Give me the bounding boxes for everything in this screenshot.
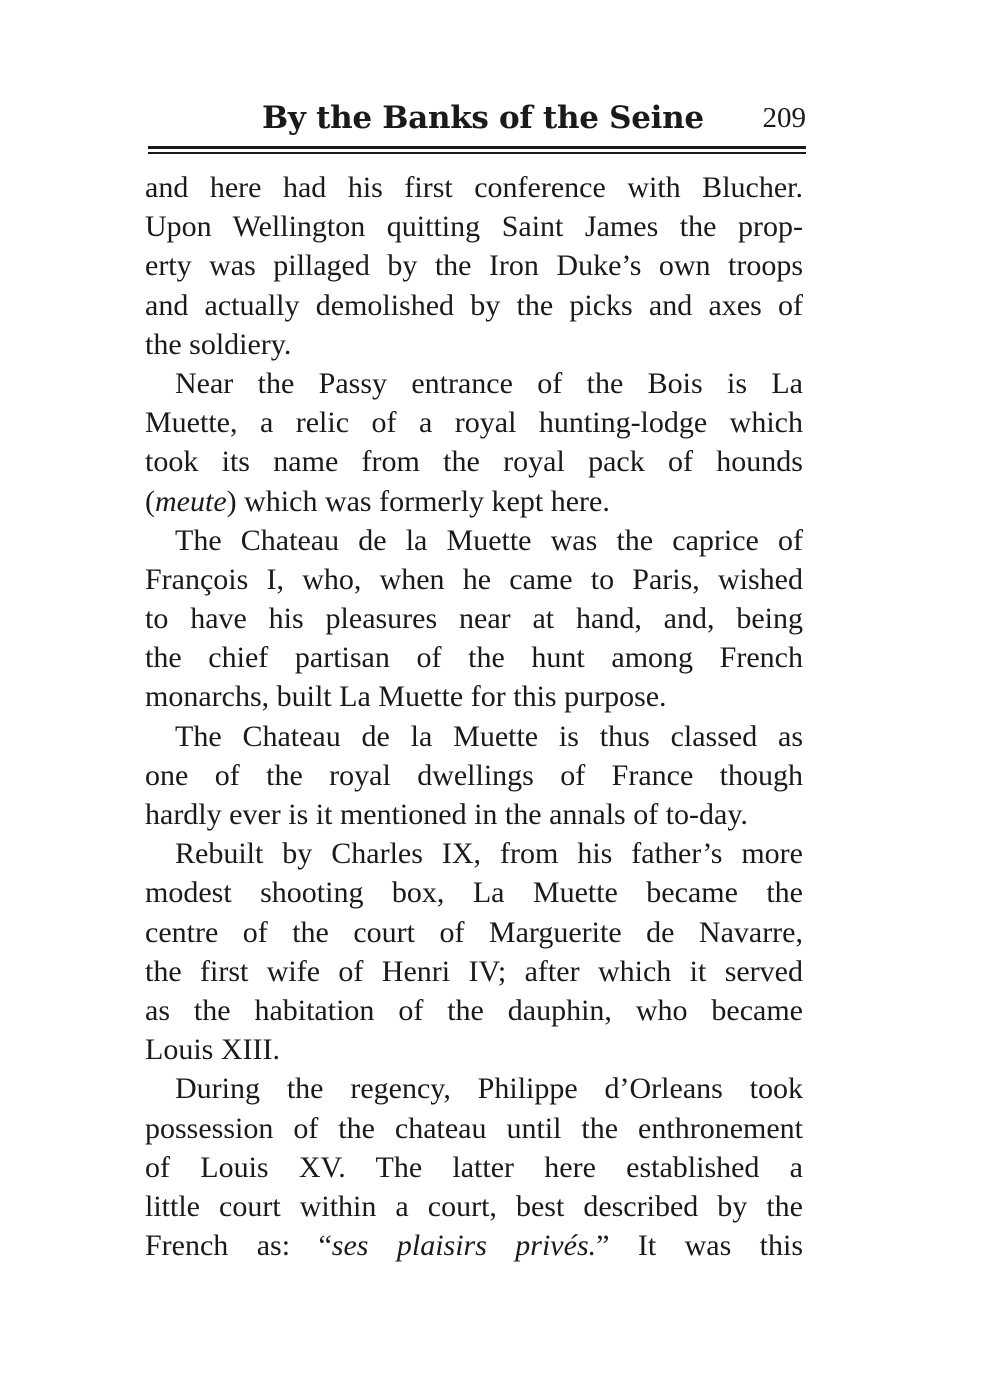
text-line: of Louis XV. The latter here established a xyxy=(145,1150,803,1184)
text-line: little court within a court, best described by the xyxy=(145,1189,803,1223)
text-line: monarchs, built La Muette for this purpose. xyxy=(145,680,667,714)
plaisirs-prefix: French as: “ xyxy=(145,1229,332,1263)
text-line: Louis XIII. xyxy=(145,1033,280,1067)
paragraph-charles-ix xyxy=(145,834,803,1069)
text-line: erty was pillaged by the Iron Duke’s own troops xyxy=(145,249,803,283)
text-line: François I, who, when he came to Paris, wished xyxy=(145,562,803,596)
text-line: and actually demolished by the picks and axes of xyxy=(145,288,803,322)
text-line-meute xyxy=(145,482,803,521)
paragraph-la-muette-origin xyxy=(145,364,803,521)
text-line: the first wife of Henri IV; after which it served xyxy=(145,954,803,988)
paragraph-regency xyxy=(145,1069,803,1265)
text-line: and here had his first conference with Blucher. xyxy=(145,171,803,204)
header-rule-thick xyxy=(148,146,806,149)
text-line: The Chateau de la Muette was the caprice of xyxy=(175,523,803,557)
text-line: the chief partisan of the hunt among French xyxy=(145,641,803,675)
running-title: By the Banks of the Seine xyxy=(262,100,704,136)
body-text xyxy=(145,168,803,1265)
text-line: as the habitation of the dauphin, who became xyxy=(145,993,803,1027)
text-line: During the regency, Philippe d’Orleans took xyxy=(175,1072,803,1106)
text-line: hardly ever is it mentioned in the annals of to-day. xyxy=(145,798,748,831)
text-line: Near the Passy entrance of the Bois is La xyxy=(175,366,803,400)
plaisirs-suffix: ” It was this xyxy=(596,1229,804,1263)
meute-open-paren: ( xyxy=(145,484,155,518)
paragraph-francois xyxy=(145,521,803,717)
text-line: possession of the chateau until the enthronement xyxy=(145,1111,803,1145)
text-line: to have his pleasures near at hand, and, being xyxy=(145,602,803,636)
paragraph-blucher xyxy=(145,168,803,364)
text-line: one of the royal dwellings of France though xyxy=(145,758,803,792)
meute-rest: ) which was formerly kept here. xyxy=(226,484,610,518)
text-line: centre of the court of Marguerite de Navarre, xyxy=(145,915,803,949)
page-number: 209 xyxy=(762,102,806,134)
meute-italic: meute xyxy=(155,484,227,518)
text-line: Upon Wellington quitting Saint James the prop- xyxy=(145,210,803,244)
text-line: Muette, a relic of a royal hunting-lodge which xyxy=(145,406,803,440)
text-line: The Chateau de la Muette is thus classed as xyxy=(175,719,803,753)
plaisirs-italic: ses plaisirs privés. xyxy=(331,1229,597,1263)
text-line: modest shooting box, La Muette became the xyxy=(145,876,803,910)
text-line: took its name from the royal pack of hounds xyxy=(145,445,803,479)
running-head xyxy=(148,96,806,144)
text-line-plaisirs xyxy=(145,1226,803,1265)
header-rule-thin xyxy=(148,152,806,154)
paragraph-royal-dwellings xyxy=(145,717,803,835)
text-line: Rebuilt by Charles IX, from his father’s more xyxy=(175,837,803,871)
text-line: the soldiery. xyxy=(145,327,292,361)
